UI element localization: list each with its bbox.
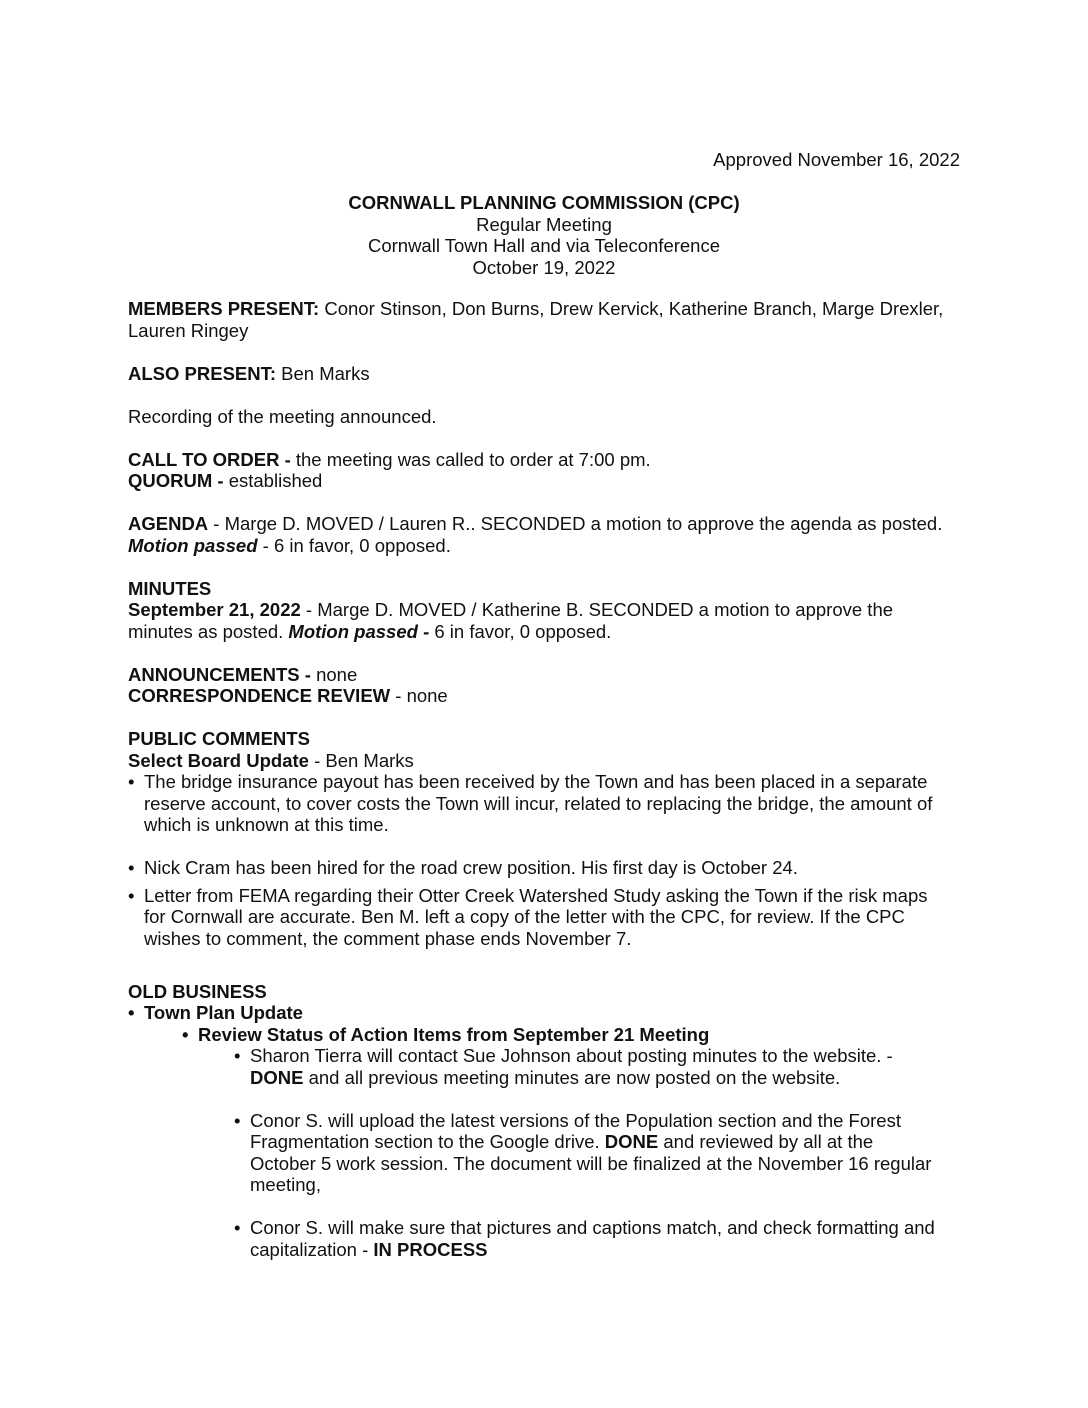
also-label: ALSO PRESENT: xyxy=(128,362,277,384)
minutes-result: 6 in favor, 0 opposed. xyxy=(429,620,612,642)
bullet-icon: • xyxy=(182,1023,189,1045)
correspondence-text: - none xyxy=(390,685,448,706)
action-after: and reviewed by all at the October 5 work session. The document will be finalized at the November 16 regular meeting, xyxy=(250,1131,932,1195)
action-text: Conor S. will make sure that pictures and captions match, and check formatting and capitalization - xyxy=(250,1217,935,1260)
minutes-heading: MINUTES xyxy=(128,577,212,599)
action-status: DONE xyxy=(250,1066,304,1088)
review-status-label: Review Status of Action Items from September 21 Meeting xyxy=(198,1023,710,1045)
minutes-motion: Motion passed - xyxy=(288,620,430,642)
bullet-icon: • xyxy=(234,1045,241,1066)
action-text: Sharon Tierra will contact Sue Johnson about posting minutes to the website. - xyxy=(250,1045,893,1066)
agenda-label: AGENDA xyxy=(128,513,209,534)
select-board-presenter: - Ben Marks xyxy=(308,749,414,771)
agenda-motion: Motion passed xyxy=(128,534,258,556)
call-to-order xyxy=(128,449,948,471)
members-label: MEMBERS PRESENT: xyxy=(128,298,320,319)
bullet-icon: • xyxy=(128,1002,135,1023)
bullet-icon: • xyxy=(234,1217,241,1238)
correspondence xyxy=(128,685,948,707)
agenda-result: - 6 in favor, 0 opposed. xyxy=(257,534,451,556)
announcements-text: none xyxy=(310,663,358,685)
action-status: IN PROCESS xyxy=(373,1238,488,1260)
bullet-icon: • xyxy=(128,857,135,878)
action-text: Conor S. will upload the latest versions of the Population section and the Forest Fragmentation section to the Google drive. xyxy=(250,1109,901,1152)
agenda-text: - Marge D. MOVED / Lauren R.. SECONDED a motion to approve the agenda as posted. xyxy=(208,513,943,534)
action-item xyxy=(128,1045,948,1088)
list-item xyxy=(128,771,948,836)
list-item-text: Nick Cram has been hired for the road crew position. His first day is October 24. xyxy=(144,857,798,878)
members-present xyxy=(128,298,948,341)
meeting-type: Regular Meeting xyxy=(476,213,612,235)
select-board-update xyxy=(128,750,948,772)
list-item xyxy=(128,857,948,879)
announcements xyxy=(128,664,948,686)
action-after: and all previous meeting minutes are now posted on the website. xyxy=(303,1066,841,1088)
review-status xyxy=(128,1024,948,1046)
town-plan-update xyxy=(128,1002,948,1024)
town-plan-label: Town Plan Update xyxy=(144,1002,303,1023)
action-item xyxy=(128,1110,948,1196)
list-item xyxy=(128,885,948,950)
approval-note: Approved November 16, 2022 xyxy=(713,149,960,170)
recording-note: Recording of the meeting announced. xyxy=(128,405,437,427)
minutes-approval xyxy=(128,599,948,642)
also-present xyxy=(128,363,948,385)
meeting-date: October 19, 2022 xyxy=(472,256,616,278)
document-title: CORNWALL PLANNING COMMISSION (CPC) xyxy=(348,192,740,213)
call-to-order-text: the meeting was called to order at 7:00 pm. xyxy=(290,448,651,470)
call-to-order-label: CALL TO ORDER - xyxy=(128,448,291,470)
action-status: DONE xyxy=(604,1131,659,1152)
minutes-date: September 21, 2022 xyxy=(128,599,301,620)
quorum-text: established xyxy=(223,470,323,491)
quorum xyxy=(128,470,948,492)
old-business-heading: OLD BUSINESS xyxy=(128,980,267,1002)
members-list: Conor Stinson, Don Burns, Drew Kervick, Katherine Branch, Marge Drexler, Lauren Ringey xyxy=(128,298,944,341)
list-item-text: Letter from FEMA regarding their Otter Creek Watershed Study asking the Town if the risk maps for Cornwall are accurate. Ben M. left a copy of the letter with the CPC, for review. If the CPC wishes to comment, the comment phase ends November 7. xyxy=(144,884,928,949)
bullet-icon: • xyxy=(128,884,135,906)
also-list: Ben Marks xyxy=(276,362,370,384)
public-comments-heading: PUBLIC COMMENTS xyxy=(128,728,310,749)
minutes-body xyxy=(128,298,948,1260)
minutes-text: - Marge D. MOVED / Katherine B. SECONDED a motion to approve the minutes as posted. xyxy=(128,599,894,642)
list-item-text: The bridge insurance payout has been received by the Town and has been placed in a separate reserve account, to cover costs the Town will incur, related to replacing the bridge, the amount of which is unknown at this time. xyxy=(144,771,933,835)
bullet-icon: • xyxy=(234,1109,241,1131)
action-item xyxy=(128,1217,948,1260)
meeting-location: Cornwall Town Hall and via Teleconference xyxy=(367,235,721,256)
bullet-icon: • xyxy=(128,771,135,792)
agenda xyxy=(128,513,948,556)
select-board-label: Select Board Update xyxy=(128,749,309,771)
document-header xyxy=(0,192,1088,278)
announcements-label: ANNOUNCEMENTS - xyxy=(128,663,311,685)
quorum-label: QUORUM - xyxy=(128,470,224,491)
correspondence-label: CORRESPONDENCE REVIEW xyxy=(128,685,391,706)
